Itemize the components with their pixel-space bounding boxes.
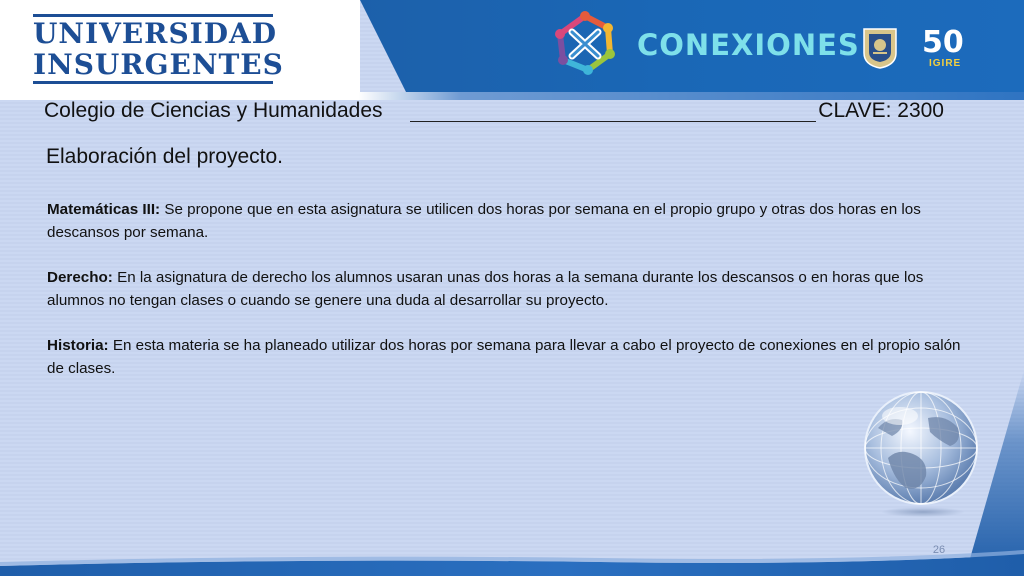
paragraph-text: En esta materia se ha planeado utilizar dos horas por semana para llevar a cabo el proyecto de conexiones en el propio salón de clases. <box>47 337 961 377</box>
paragraph-historia <box>47 335 967 380</box>
paragraph-text: Se propone que en esta asignatura se utilicen dos horas por semana en el propio grupo y otras dos horas en los descansos por semana. <box>47 201 921 241</box>
conexiones-emblem-icon <box>548 8 622 80</box>
igire-number: 50 <box>922 25 964 60</box>
college-title: Colegio de Ciencias y Humanidades <box>44 99 383 122</box>
slide-heading: Elaboración del proyecto. <box>46 145 283 168</box>
title-underline <box>410 121 816 122</box>
conexiones-wordmark: CONEXIONES <box>637 28 860 62</box>
paragraph-matematicas <box>47 199 967 244</box>
paragraph-label: Historia: <box>47 337 109 354</box>
paragraph-label: Matemáticas III: <box>47 201 161 218</box>
unam-seal-icon <box>861 27 899 69</box>
paragraph-text: En la asignatura de derecho los alumnos usaran unas dos horas a la semana durante los descansos o en horas que los alumnos no tengan clases o cuando se genere una duda al desarrollar su proyecto. <box>47 269 924 309</box>
paragraph-derecho <box>47 267 967 312</box>
bottom-band <box>0 544 1024 576</box>
universidad-insurgentes-logo <box>33 14 284 84</box>
globe-icon <box>858 388 988 518</box>
header-band <box>0 0 1024 100</box>
university-line1: UNIVERSIDAD <box>33 17 278 50</box>
paragraph-label: Derecho: <box>47 269 113 286</box>
clave-label: CLAVE: 2300 <box>818 99 944 122</box>
igire-label: IGIRE <box>929 58 962 69</box>
university-line2: INSURGENTES <box>33 48 284 81</box>
page-number: 26 <box>932 544 946 556</box>
igire-50-logo <box>922 25 978 72</box>
